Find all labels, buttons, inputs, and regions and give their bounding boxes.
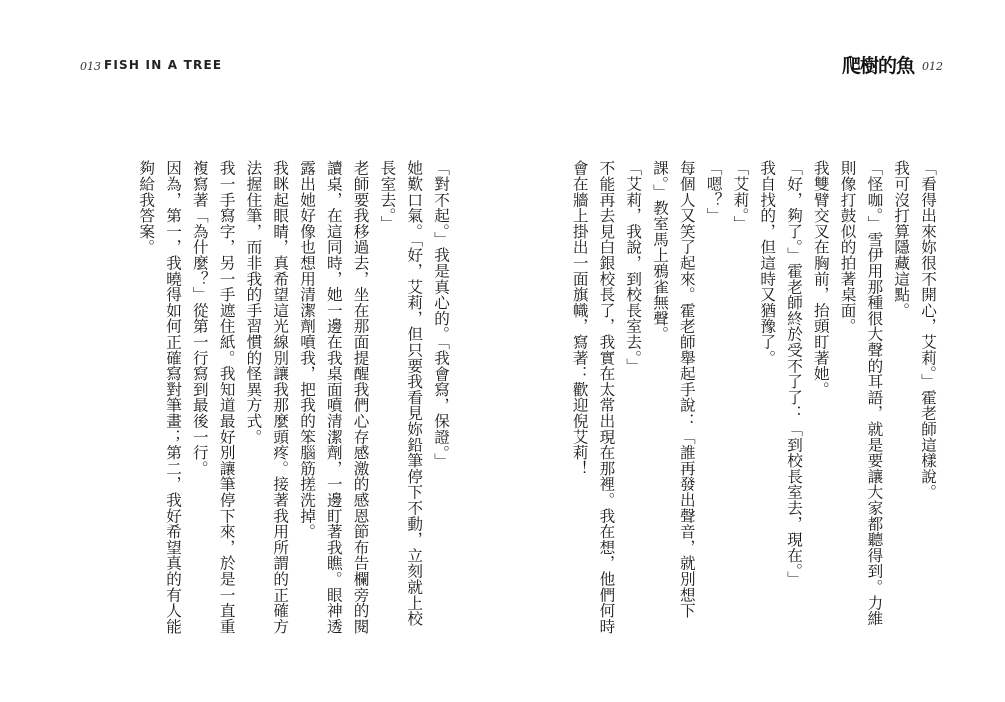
- right-page: [502, 0, 1005, 702]
- paragraph: 「看得出來妳很不開心，艾莉。」霍老師這樣說。: [919, 160, 937, 500]
- paragraph: 我可沒打算隱藏這點。: [892, 160, 911, 318]
- paragraph: 「對不起。」我是真心的。「我會寫，保證。」: [432, 160, 450, 469]
- paragraph: 我自找的，但這時又猶豫了。: [758, 160, 777, 366]
- paragraph: 我眯起眼睛，真希望這光線別讓我那麼頭疼。接著我用所謂的正確方法握住筆，而非我的手習慣的怪異方式。: [244, 160, 290, 634]
- paragraph: 不能再去見白銀校長了，我實在太常出現在那裡。我在想，他們何時會在牆上掛出一面旗幟，寫著：歡迎倪艾莉！: [570, 160, 616, 634]
- book-title-logo: 爬樹的魚: [842, 55, 915, 77]
- body-text: [132, 160, 454, 640]
- paragraph: 「艾莉。」: [731, 160, 750, 232]
- paragraph: 每個人又笑了起來。霍老師舉起手說：「誰再發出聲音，就別想下課。」教室馬上鴉雀無聲。: [651, 160, 696, 619]
- paragraph: 「好，夠了。」霍老師終於受不了了：「到校長室去，現在。」: [785, 160, 804, 587]
- paragraph: 「怪咖。」雪伊用那種很大聲的耳語，就是要讓大家都聽得到。力維則像打鼓似的拍著桌面。: [838, 160, 884, 627]
- running-title: FISH IN A TREE: [104, 58, 223, 72]
- paragraph: 我一手寫字，另一手遮住紙。我知道最好別讓筆停下來，於是一直重複寫著「為什麼？」從第一行寫到最後一行。: [190, 160, 236, 634]
- page-number: 012: [922, 60, 943, 73]
- paragraph: 我雙臂交叉在胸前，抬頭盯著她。: [811, 160, 830, 397]
- paragraph: 「艾莉，我說，到校長室去。」: [624, 160, 643, 374]
- paragraph: 因為，第一，我曉得如何正確寫對筆畫；第二，我好希望真的有人能夠給我答案。: [137, 160, 183, 634]
- paragraph: 「嗯？」: [704, 160, 723, 224]
- page-number: 013: [80, 60, 101, 73]
- left-page: [0, 0, 502, 702]
- paragraph: 她歎口氣。「好，艾莉，但只要我看見妳鉛筆停下不動，立刻就上校長室去。」: [378, 160, 424, 627]
- paragraph: 老師要我移過去，坐在那面提醒我們心存感激的感恩節布告欄旁的閱讀桌，在這同時，她一邊在我桌面噴清潔劑，一邊盯著我瞧。眼神透露出她好像也想用清潔劑噴我，把我的笨腦筋搓洗掉。: [298, 160, 370, 634]
- body-text: [566, 160, 941, 640]
